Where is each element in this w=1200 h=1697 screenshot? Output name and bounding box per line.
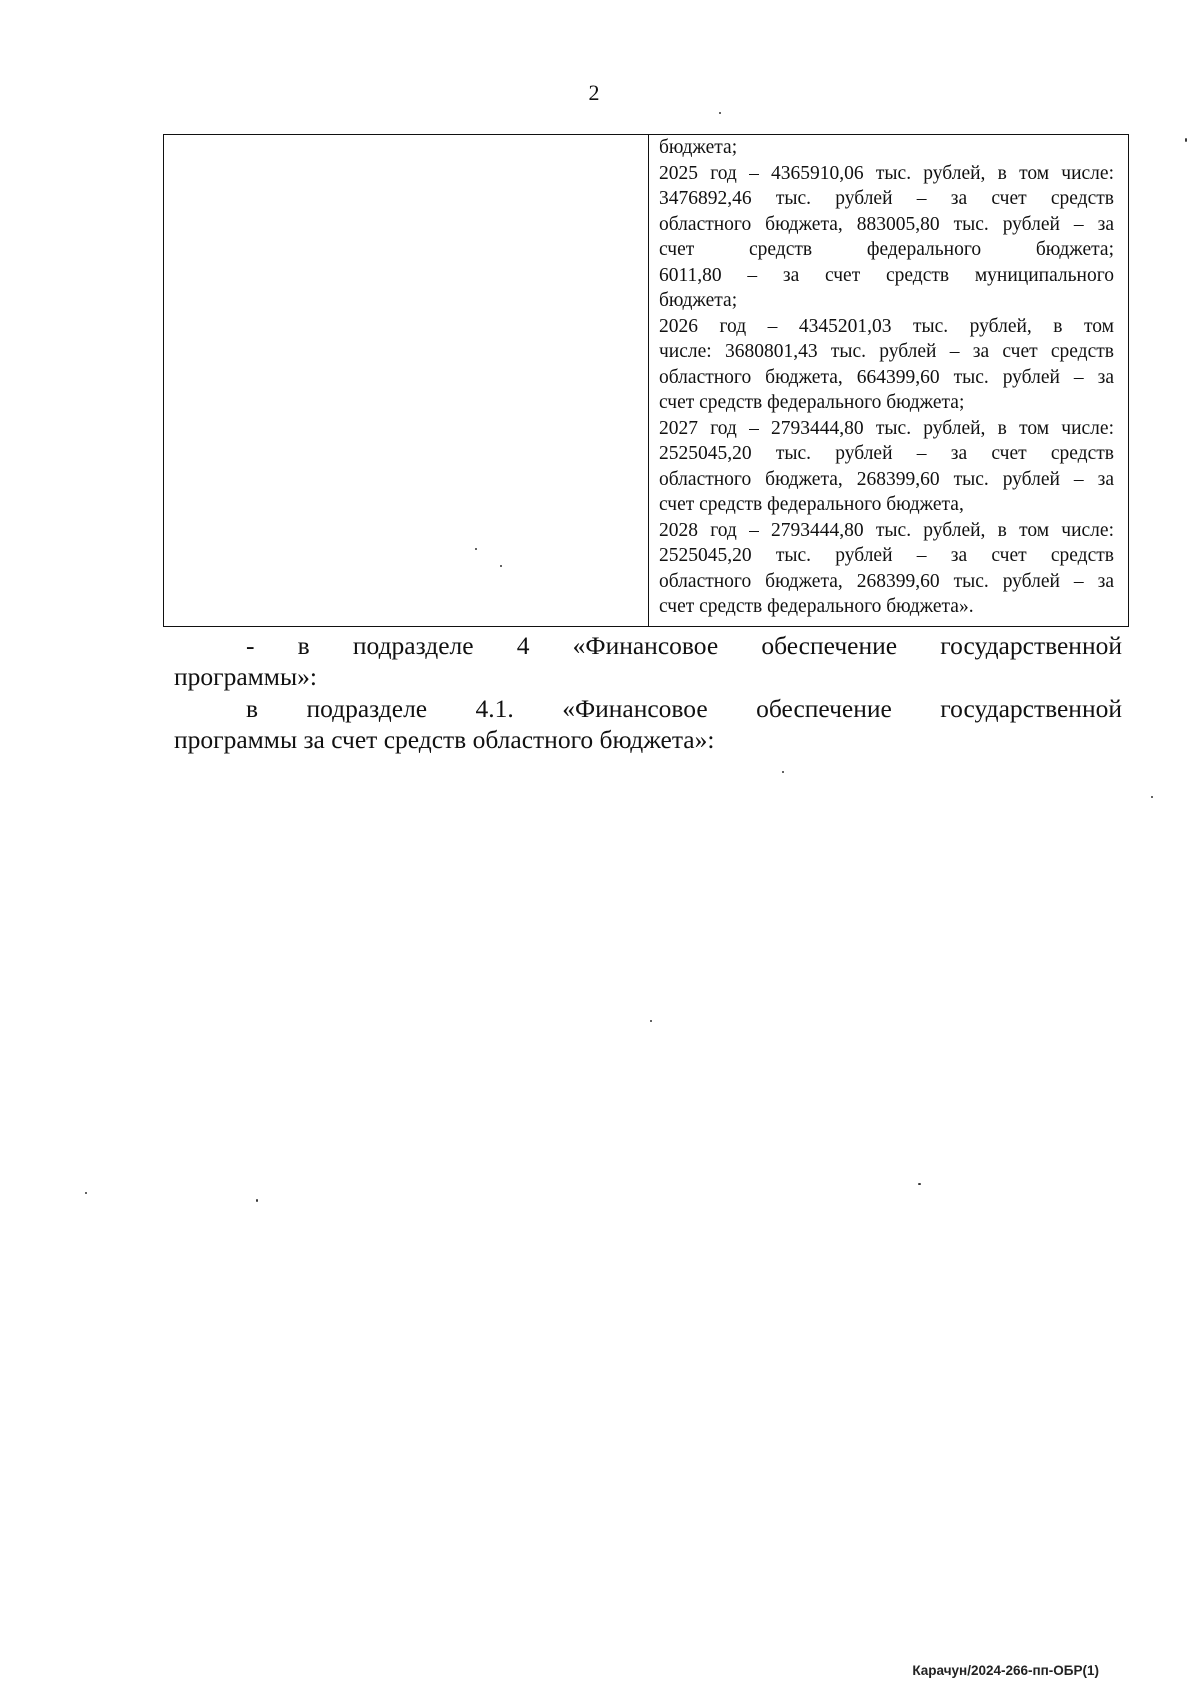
- cell-line: 2027 год – 2793444,80 тыс. рублей, в том числе:: [659, 417, 1114, 439]
- cell-line: счет средств федерального бюджета;: [659, 392, 965, 413]
- scan-speck: [85, 1192, 87, 1194]
- cell-line: бюджета;: [659, 290, 738, 311]
- paragraph-line: в подразделе 4.1. «Финансовое обеспечение государственной: [246, 694, 1122, 723]
- scan-speck: [918, 1183, 921, 1185]
- paragraph-line: - в подразделе 4 «Финансовое обеспечение государственной: [246, 631, 1122, 660]
- funding-table: [163, 134, 1129, 627]
- cell-line: 2025 год – 4365910,06 тыс. рублей, в том числе:: [659, 162, 1114, 184]
- cell-line: числе: 3680801,43 тыс. рублей – за счет средств: [659, 341, 1114, 362]
- document-code: Карачун/2024-266-пп-ОБР(1): [912, 1663, 1099, 1678]
- cell-line: 2026 год – 4345201,03 тыс. рублей, в том: [659, 315, 1114, 337]
- cell-line: 3476892,46 тыс. рублей – за счет средств: [659, 188, 1114, 209]
- cell-line: бюджета;: [659, 137, 738, 158]
- cell-line: 2525045,20 тыс. рублей – за счет средств: [659, 545, 1114, 566]
- scan-speck: [1151, 796, 1153, 798]
- cell-line: областного бюджета, 268399,60 тыс. рублей – за: [659, 570, 1114, 592]
- scan-speck: [782, 771, 784, 773]
- cell-line: счет средств федерального бюджета;: [659, 239, 1114, 260]
- cell-line: счет средств федерального бюджета,: [659, 494, 964, 515]
- cell-line: 2525045,20 тыс. рублей – за счет средств: [659, 443, 1114, 464]
- paragraph-subsection-4: [174, 630, 1122, 692]
- cell-line: областного бюджета, 664399,60 тыс. рублей – за: [659, 366, 1114, 388]
- scan-speck: [719, 112, 721, 114]
- table-left-cell: [164, 135, 649, 626]
- scan-speck: [1185, 138, 1187, 142]
- page-number: 2: [588, 80, 600, 105]
- table-right-cell: [659, 135, 1114, 620]
- scan-speck: [500, 565, 502, 567]
- scan-speck: [475, 548, 477, 550]
- paragraph-subsection-4-1: [174, 693, 1122, 755]
- cell-line: счет средств федерального бюджета».: [659, 596, 974, 617]
- cell-line: областного бюджета, 268399,60 тыс. рублей – за: [659, 468, 1114, 490]
- scan-speck: [650, 1020, 652, 1022]
- paragraph-line: программы»:: [174, 662, 317, 691]
- paragraph-line: программы за счет средств областного бюджета»:: [174, 725, 715, 754]
- scan-speck: [256, 1199, 258, 1202]
- cell-line: 2028 год – 2793444,80 тыс. рублей, в том числе:: [659, 519, 1114, 541]
- cell-line: 6011,80 – за счет средств муниципального: [659, 264, 1114, 286]
- cell-line: областного бюджета, 883005,80 тыс. рублей – за: [659, 213, 1114, 235]
